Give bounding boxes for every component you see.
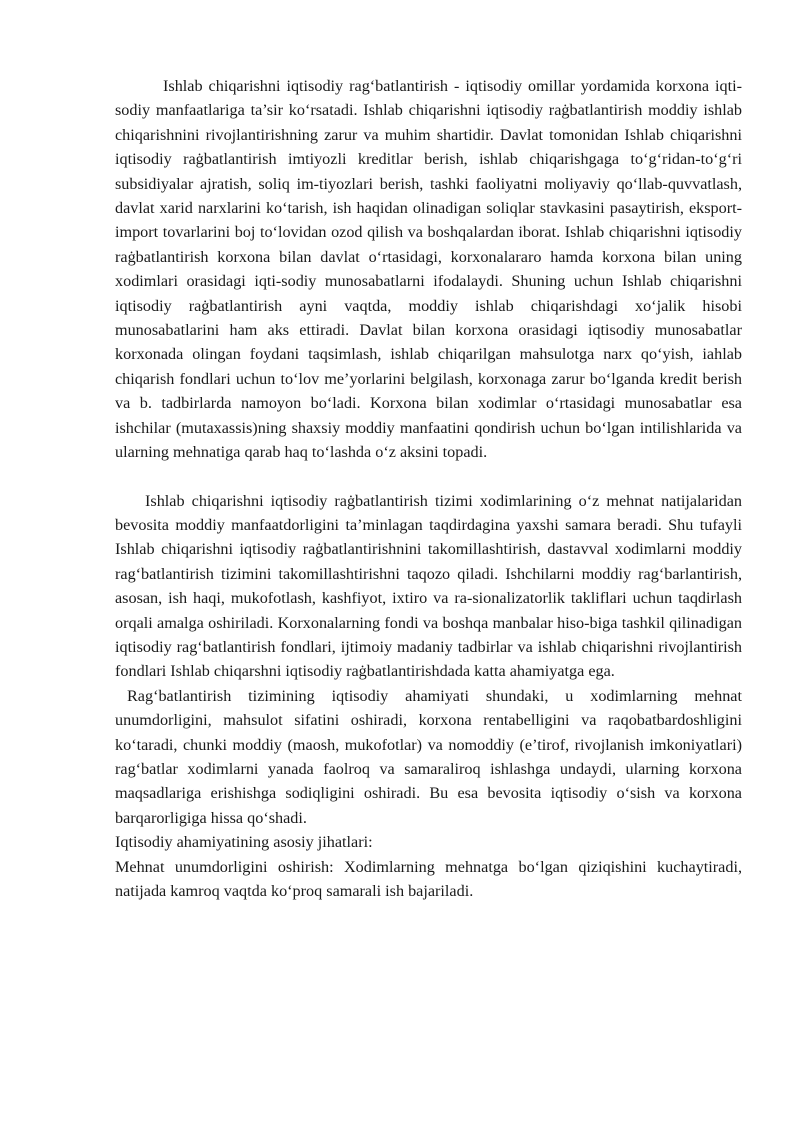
paragraph-stimulation-system: Ishlab chiqarishni iqtisodiy raġbatlantirish tizimi xodimlarining o‘z mehnat natijalaridan bevosita moddiy manfaatdorligini ta’minlagan taqdirdagina yaxshi samara beradi. Shu tufayli Ishlab chiqarishni iqtisodiy raġbatlantirishnini takomillashtirish, dastavval xodimlarni moddiy rag‘batlantirish tizimini takomillashtirishni taqozo qiladi. Ishchilarni moddiy rag‘barlantirish, asosan, ish haqi, mukofotlash, kashfiyot, ixtiro va ra-sionalizatorlik takliflari uchun taqdirlash orqali amalga oshiriladi. Korxonalarning fondi va boshqa manbalar hiso-biga tashkil qilinadigan iqtisodiy rag‘batlantirish fondlari, ijtimoiy madaniy tadbirlar va ishlab chiqarishni rivojlantirish fondlari Ishlab chiqarshni iqtisodiy raġbatlantirishdada katta ahamiyatga ega. (115, 491, 742, 681)
paragraph-main-aspects-heading: Iqtisodiy ahamiyatining asosiy jihatlari: (115, 833, 373, 852)
paragraph-stimulation-definition: Ishlab chiqarishni iqtisodiy rag‘batlantirish - iqtisodiy omillar yordamida korxona iqti-sodiy manfaatlariga ta’sir ko‘rsatadi. Ishlab chiqarishni iqtisodiy raġbatlantirish moddiy ishlab chiqarishnini rivojlantirishning zarur va muhim shartidir. Davlat tomonidan Ishlab chiqarishni iqtisodiy raġbatlantirish imtiyozli kreditlar berish, ishlab chiqarishgaga to‘g‘ridan-to‘g‘ri subsidiyalar ajratish, soliq im-tiyozlari berish, tashki faoliyatni moliyaviy qo‘llab-quvvatlash, davlat xarid narxlarini ko‘tarish, ish haqidan olinadigan soliqlar stavkasini pasaytirish, eksport-import tovarlarini boj to‘lovidan ozod qilish va boshqalardan iborat. Ishlab chiqarishni iqtisodiy raġbatlantirish korxona bilan davlat o‘rtasidagi, korxonalararo hamda korxona bilan uning xodimlari orasidagi iqti-sodiy munosabatlarni ifodalaydi. Shuning uchun Ishlab chiqarishni iqtisodiy raġbatlantirish ayni vaqtda, moddiy ishlab chiqarishdagi xo‘jalik hisobi munosabatlarini ham aks ettiradi. Davlat bilan korxona orasidagi iqtisodiy munosabatlar korxonada olingan foydani taqsimlash, ishlab chiqarilgan mahsulotga narx qo‘yish, iahlab chiqarish fondlari uchun to‘lov me’yorlarini belgilash, korxonaga zarur bo‘lganda kredit berish va b. tadbirlarda namoyon bo‘ladi. Korxona bilan xodimlar o‘rtasidagi munosabatlar esa ishchilar (mutaxassis)ning shaxsiy moddiy manfaatini qondirish uchun bo‘lgan intilishlarida va ularning mehnatiga qarab haq to‘lashda o‘z aksini topadi. (115, 77, 742, 462)
paragraph-spacer (115, 465, 742, 489)
document-page (115, 74, 742, 903)
paragraph-economic-significance: Rag‘batlantirish tizimining iqtisodiy ahamiyati shundaki, u xodimlarning mehnat unumdorligini, mahsulot sifatini oshiradi, korxona rentabelligini va raqobatbardoshligini ko‘taradi, chunki moddiy (maosh, mukofotlar) va nomoddiy (e’tirof, rivojlanish imkoniyatlari) rag‘batlar xodimlarni yanada faolroq va samaraliroq ishlashga undaydi, ularning korxona maqsadlariga erishishga sodiqligini oshiradi. Bu esa bevosita iqtisodiy o‘sish va korxona barqarorligiga hissa qo‘shadi. (115, 686, 742, 827)
paragraph-labor-productivity: Mehnat unumdorligini oshirish: Xodimlarning mehnatga bo‘lgan qiziqishini kuchaytiradi, natijada kamroq vaqtda ko‘proq samarali ish bajariladi. (115, 857, 742, 900)
